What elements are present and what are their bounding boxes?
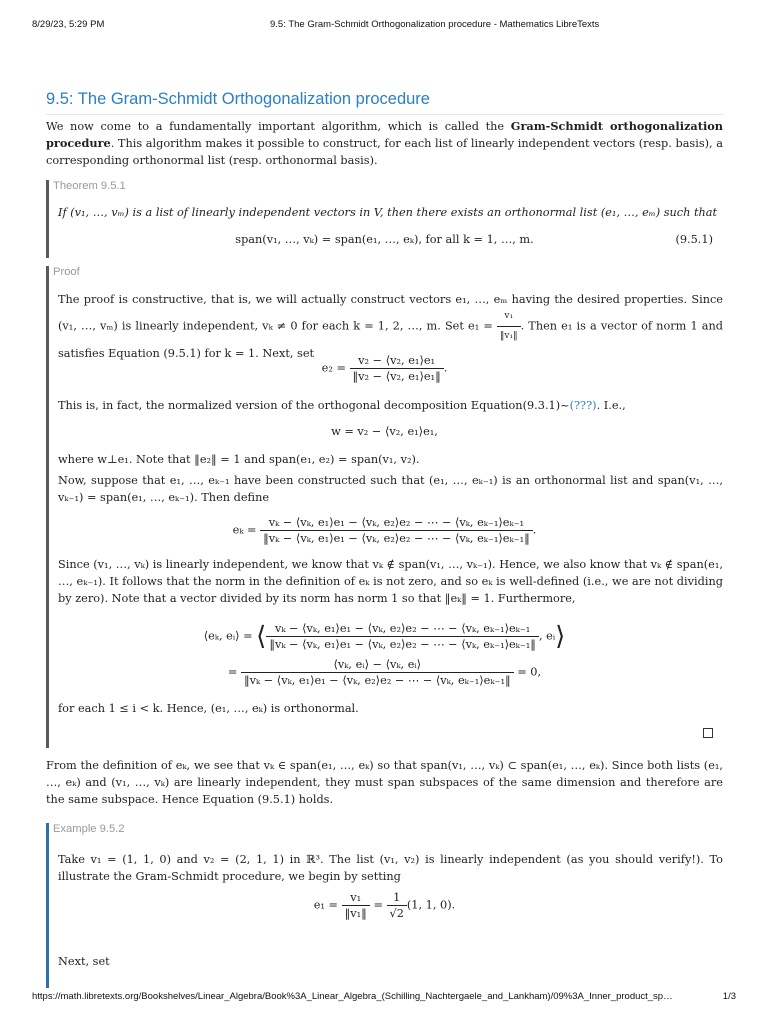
theorem-box [46, 180, 723, 258]
equation-w: w = v₂ − ⟨v₂, e₁⟩e₁, [331, 425, 438, 438]
theorem-label: Theorem 9.5.1 [53, 180, 126, 192]
theorem-equation: span(v₁, …, vₖ) = span(e₁, …, eₖ), for all k = 1, …, m. (9.5.1) [235, 233, 713, 246]
equation-inner-product-result: = $\frac{\text{⟨vₖ, eᵢ⟩ − ⟨vₖ, eᵢ⟩}}{\text{‖vₖ − ⟨vₖ, e₁⟩e₁ − ⟨vₖ, e₂⟩e₂ − ⋯ − ⟨vₖ, eₖ₋₁⟩eₖ₋₁‖}}$ = 0, [227, 658, 542, 687]
example-box [46, 823, 723, 988]
proof-box [46, 266, 723, 748]
proof-paragraph-4: Now, suppose that e₁, …, eₖ₋₁ have been constructed such that (e₁, …, eₖ₋₁) is an orthonormal list and span(v₁, …, vₖ₋₁) = span(e₁, …, eₖ₋₁). Then define [58, 474, 723, 504]
example-paragraph-1: Take v₁ = (1, 1, 0) and v₂ = (2, 1, 1) in ℝ³. The list (v₁, v₂) is linearly independent (as you should verify!). To illustrate the Gram-Schmidt procedure, we begin by setting [58, 853, 723, 883]
equation-inner-product: ⟨eₖ, eᵢ⟩ = ⟨ $\frac{\text{vₖ − ⟨vₖ, e₁⟩e₁ − ⟨vₖ, e₂⟩e₂ − ⋯ − ⟨vₖ, eₖ₋₁⟩eₖ₋₁}}{\text{‖vₖ − ⟨vₖ, e₁⟩e₁ − ⟨vₖ, e₂⟩e₂ − ⋯ − ⟨vₖ, eₖ₋₁⟩eₖ₋₁‖}}$ , eᵢ⟩ [203, 621, 566, 652]
print-page-number: 1/3 [722, 991, 736, 1002]
intro-bold-term: Gram-Schmidt orthogonalization procedure [46, 119, 723, 150]
print-page-title: 9.5: The Gram-Schmidt Orthogonalization procedure - Mathematics LibreTexts [270, 19, 600, 30]
proof-paragraph-3: where w⊥e₁. Note that ‖e₂‖ = 1 and span(e₁, e₂) = span(v₁, v₂). [58, 453, 420, 466]
example-label: Example 9.5.2 [53, 823, 125, 835]
equation-number: (9.5.1) [675, 233, 713, 246]
theorem-statement: If (v₁, …, vₘ) is a list of linearly independent vectors in V, then there exists an orthonormal list (e₁, …, eₘ) such that [58, 206, 718, 219]
proof-label: Proof [53, 266, 80, 278]
equation-e2: e₂ = $\frac{\text{v₂ − ⟨v₂, e₁⟩e₁}}{\text{‖v₂ − ⟨v₂, e₁⟩e₁‖}}$ . [321, 354, 448, 383]
intro-paragraph: We now come to a fundamentally important algorithm, which is called the Gram-Schmidt orthogonalization procedure. This algorithm makes it possible to construct, for each list of linearly independent vectors (resp. basis), a corresponding orthonormal list (resp. orthonormal basis). [46, 119, 723, 167]
proof-paragraph-6: for each 1 ≤ i < k. Hence, (e₁, …, eₖ) is orthonormal. [58, 702, 359, 715]
fraction-e1: $\frac{\text{v₁}}{\text{‖v₁‖}}$ [497, 308, 521, 345]
print-datetime: 8/29/23, 5:29 PM [32, 19, 105, 30]
example-paragraph-2: Next, set [58, 955, 110, 968]
page-title: 9.5: The Gram-Schmidt Orthogonalization procedure [46, 90, 723, 115]
theorem-rule [46, 180, 49, 258]
proof-paragraph-1: The proof is constructive, that is, we will actually construct vectors e₁, …, eₘ having the desired properties. Since (v₁, …, vₘ) is linearly independent, vₖ ≠ 0 for each k = 1, 2, …, m. Set e₁ = $\frac{\text{v₁}}{\text{‖v₁‖}}$ . Then e₁ is a vector of norm 1 and satisfies Equation (9.5.1) for k = 1. Next, set [58, 293, 723, 360]
print-header [32, 19, 736, 30]
print-url: https://math.libretexts.org/Bookshelves/Linear_Algebra/Book%3A_Linear_Algebra_(Schilling_Nachtergaele_and_Lankham)/09%3A_Inner_product_sp… [32, 991, 673, 1002]
proof-paragraph-2: This is, in fact, the normalized version of the orthogonal decomposition Equation(9.3.1)~(???). I.e., [58, 399, 626, 412]
proof-paragraph-5: Since (v₁, …, vₖ) is linearly independent, we know that vₖ ∉ span(v₁, …, vₖ₋₁). Hence, we also know that vₖ ∉ span(e₁, …, eₖ₋₁). It follows that the norm in the definition of eₖ is not zero, and so eₖ is well-defined (i.e., we are not dividing by zero). Note that a vector divided by its norm has norm 1 so that ‖eₖ‖ = 1. Furthermore, [58, 558, 723, 605]
equation-ek: eₖ = $\frac{\text{vₖ − ⟨vₖ, e₁⟩e₁ − ⟨vₖ, e₂⟩e₂ − ⋯ − ⟨vₖ, eₖ₋₁⟩eₖ₋₁}}{\text{‖vₖ − ⟨vₖ, e₁⟩e₁ − ⟨vₖ, e₂⟩e₂ − ⋯ − ⟨vₖ, eₖ₋₁⟩eₖ₋₁‖}}$ . [232, 516, 537, 545]
qed-square-icon [703, 728, 713, 738]
after-proof-paragraph: From the definition of eₖ, we see that vₖ ∈ span(e₁, …, eₖ) so that span(v₁, …, vₖ) ⊂ span(e₁, …, eₖ). Since both lists (e₁, …, eₖ) and (v₁, …, vₖ) are linearly independent, they must span subspaces of the same dimension and therefore are the same subspace. Hence Equation (9.5.1) holds. [46, 759, 723, 806]
equation-link[interactable]: (???) [569, 399, 597, 412]
equation-e1: e₁ = $\frac{\text{v₁}}{\text{‖v₁‖}}$ = $\frac{1}{√2}$ (1, 1, 0). [313, 891, 456, 920]
print-footer [32, 991, 736, 1002]
